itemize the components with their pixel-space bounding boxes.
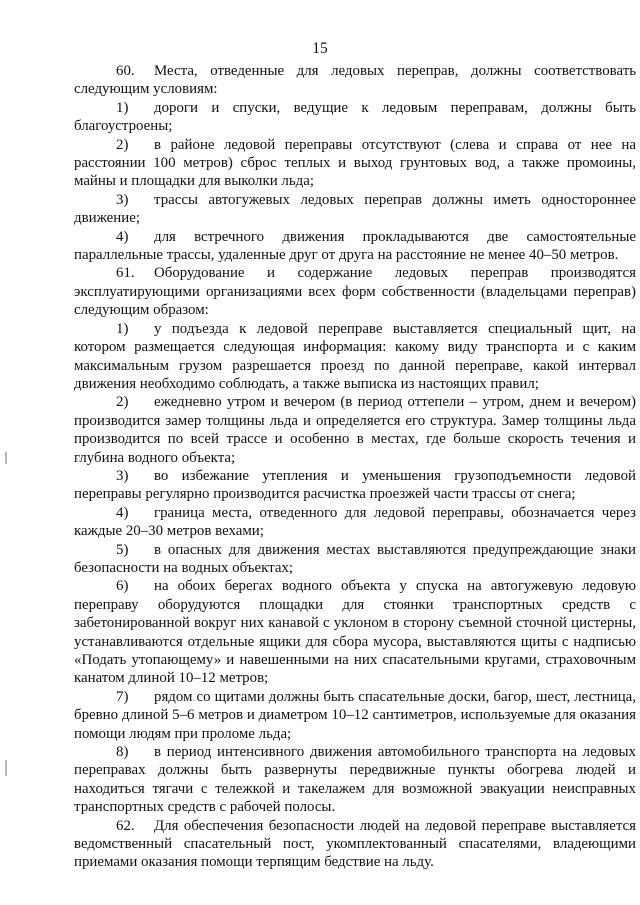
item-number: 1): [116, 320, 129, 337]
paragraph-text: Места, отведенные для ледовых переправ, должны соответствовать следующим условиям:: [74, 63, 636, 98]
paragraph-text: Для обеспечения безопасности людей на ледовой переправе выставляется ведомственный спасательный пост, укомплектованный спасателями, владеющими приемами оказания помощи терпящим бедствие на льду.: [74, 817, 636, 871]
item-number: 3): [116, 467, 129, 484]
list-item: [74, 136, 636, 191]
paragraph-60: [74, 62, 636, 99]
item-text: рядом со щитами должны быть спасательные доски, багор, шест, лестница, бревно длиной 5–6 метров и диаметром 10–12 сантиметров, используемые для оказания помощи людям при проломе льда;: [74, 688, 636, 742]
list-item: [74, 688, 636, 743]
item-number: 8): [116, 744, 129, 761]
list-item: [74, 541, 636, 578]
item-number: 3): [116, 191, 129, 208]
paragraph-number: 61.: [116, 265, 135, 282]
list-item: [74, 99, 636, 136]
item-text: трассы автогужевых ледовых переправ должны иметь одностороннее движение;: [74, 191, 636, 227]
item-text: на обоих берегах водного объекта у спуска на автогужевую ледовую переправу оборудуются площадки для стоянки транспортных средств с забетонированной вокруг них канавой с уклоном в сторону съемной сточной цистерны, устанавливаются отдельные ящики для сбора мусора, выставляются щиты с надписью «Подать утопающему» и навешенными на них спасательными кругами, страховочным канатом длиной 10–12 метров;: [74, 578, 636, 687]
paragraph-number: 62.: [116, 817, 135, 834]
list-item: [74, 320, 636, 394]
list-item: [74, 743, 636, 817]
item-number: 6): [116, 578, 129, 595]
item-text: для встречного движения прокладываются две самостоятельные параллельные трассы, удаленные друг от друга на расстояние не менее 40–50 метров.: [74, 228, 636, 264]
margin-mark: [5, 452, 7, 464]
list-item: [74, 393, 636, 467]
list-item: [74, 191, 636, 228]
item-number: 5): [116, 541, 129, 558]
item-text: в районе ледовой переправы отсутствуют (слева и справа от нее на расстоянии 100 метров) сброс теплых и выход грунтовых вод, а также промоины, майны и площадки для выколки льда;: [74, 136, 636, 190]
item-number: 4): [116, 228, 129, 245]
document-body: [74, 62, 636, 872]
item-number: 1): [116, 99, 129, 116]
item-text: во избежание утепления и уменьшения грузоподъемности ледовой переправы регулярно производится расчистка проезжей части трассы от снега;: [74, 467, 636, 503]
list-item: [74, 228, 636, 265]
item-text: ежедневно утром и вечером (в период оттепели – утром, днем и вечером) производится замер толщины льда и определяется его структура. Замер толщины льда производится по всей трассе и особенно в местах, где больше скорость течения и глубина водного объекта;: [74, 394, 636, 466]
list-item: [74, 577, 636, 687]
item-text: в опасных для движения местах выставляются предупреждающие знаки безопасности на водных объектах;: [74, 541, 636, 576]
item-number: 7): [116, 688, 129, 705]
list-item: [74, 467, 636, 504]
item-text: граница места, отведенного для ледовой переправы, обозначается через каждые 20–30 метров вехами;: [74, 504, 636, 540]
page-number: 15: [312, 40, 328, 57]
margin-mark: [5, 760, 7, 776]
item-text: дороги и спуски, ведущие к ледовым переправам, должны быть благоустроены;: [74, 99, 636, 135]
item-number: 2): [116, 394, 129, 411]
paragraph-61: [74, 264, 636, 319]
paragraph-62: [74, 817, 636, 872]
paragraph-text: Оборудование и содержание ледовых переправ производятся эксплуатирующими организациями всех форм собственности (владельцами переправ) следующим образом:: [74, 265, 636, 319]
item-number: 2): [116, 136, 129, 153]
item-text: у подъезда к ледовой переправе выставляется специальный щит, на котором размещается следующая информация: какому виду транспорта и с каким максимальным грузом разрешается проезд по данной переправе, какой интервал движения необходимо соблюдать, а также выписка из настоящих правил;: [74, 320, 636, 392]
item-number: 4): [116, 504, 129, 521]
list-item: [74, 504, 636, 541]
paragraph-number: 60.: [116, 63, 135, 79]
item-text: в период интенсивного движения автомобильного транспорта на ледовых переправах должны быть развернуты передвижные пункты обогрева людей и находиться тягачи с тележкой и такелажем для возможной эвакуации неисправных транспортных средств с рабочей полосы.: [74, 744, 636, 816]
